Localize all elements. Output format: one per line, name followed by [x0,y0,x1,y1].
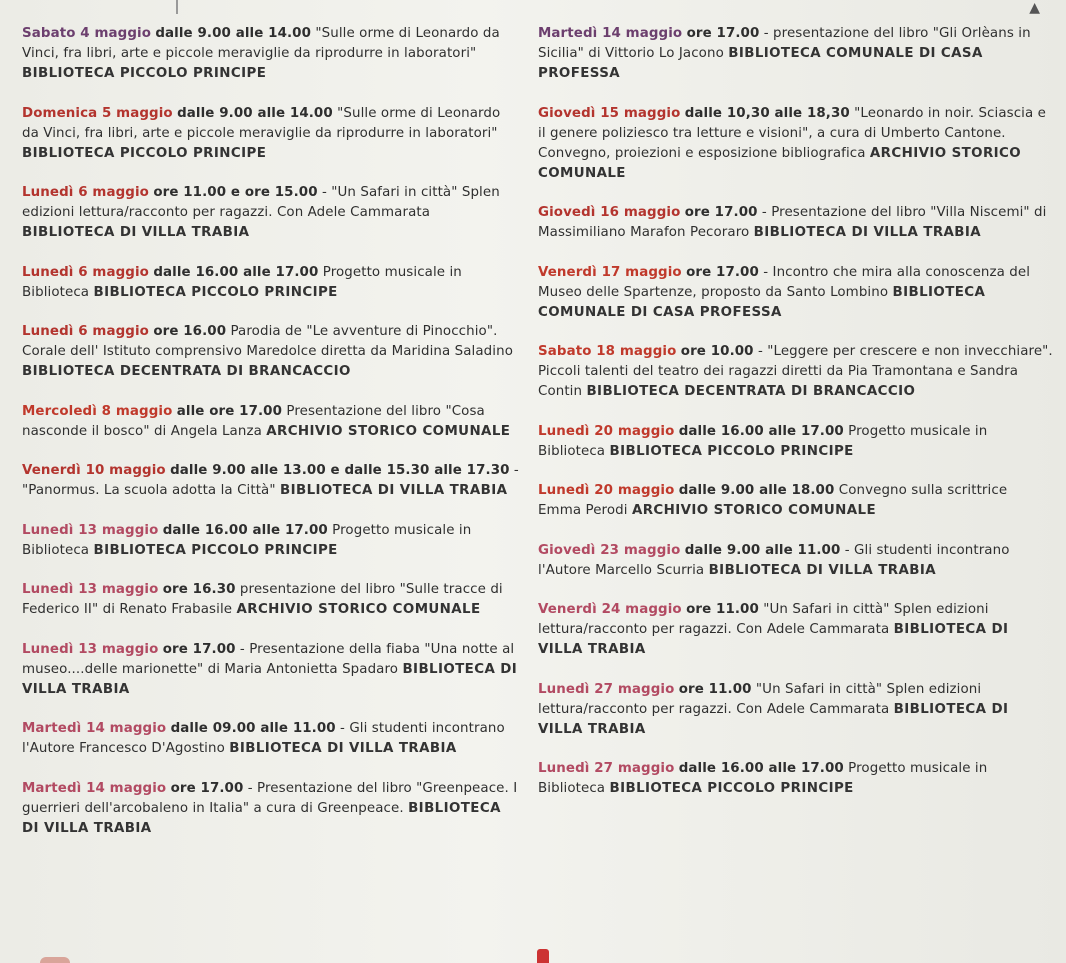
event-time: ore 10.00 [680,344,754,359]
event-entry [538,680,1053,740]
event-date: Sabato 4 maggio [22,26,151,41]
event-venue: ARCHIVIO STORICO COMUNALE [266,423,511,439]
top-fold-mark [176,0,178,14]
event-time: ore 17.00 [684,205,758,220]
event-entry [22,263,520,303]
event-venue: BIBLIOTECA PICCOLO PRINCIPE [93,284,338,300]
event-entry [22,521,520,561]
event-venue: BIBLIOTECA PICCOLO PRINCIPE [22,145,267,161]
event-entry [22,104,520,164]
event-time: dalle 9.00 alle 14.00 [177,105,333,121]
event-venue: ARCHIVIO STORICO COMUNALE [631,503,877,518]
event-time: ore 16.00 [153,324,227,339]
event-venue: BIBLIOTECA DI VILLA TRABIA [22,800,501,836]
event-description: Progetto musicale in Biblioteca [22,264,462,300]
event-date: Lunedì 27 maggio [538,761,675,776]
event-entry [538,24,1053,84]
event-entry [22,24,520,84]
event-description: Progetto musicale in Biblioteca [22,522,472,558]
event-date: Lunedì 6 maggio [22,185,149,200]
event-entry [538,422,1053,462]
event-time: dalle 9.00 alle 14.00 [155,26,312,41]
bottom-left-mark [40,957,70,963]
event-date: Lunedì 13 maggio [22,522,159,538]
event-venue: BIBLIOTECA DI VILLA TRABIA [229,741,457,756]
event-venue: BIBLIOTECA PICCOLO PRINCIPE [93,542,338,558]
event-entry [22,640,520,700]
event-description: Convegno sulla scrittrice Emma Perodi [538,483,1008,518]
event-entry [538,342,1053,402]
event-entry [538,203,1053,243]
event-description: "Sulle orme di Leonardo da Vinci, fra libri, arte e piccole meraviglie da riprodurre in laboratori" [22,105,501,141]
bottom-center-mark [537,949,549,963]
event-venue: BIBLIOTECA PICCOLO PRINCIPE [609,781,854,796]
event-time: dalle 10,30 alle 18,30 [684,105,850,121]
event-description: Progetto musicale in Biblioteca [538,761,988,796]
event-venue: BIBLIOTECA COMUNALE DI CASA PROFESSA [538,284,986,320]
event-date: Sabato 18 maggio [538,344,677,359]
right-column [538,24,1053,819]
arrow-up-icon: ▲ [1029,0,1040,16]
event-date: Martedì 14 maggio [22,780,167,796]
event-description: - Gli studenti incontrano l'Autore Francesco D'Agostino [22,721,505,756]
event-date: Domenica 5 maggio [22,105,173,121]
event-date: Mercoledì 8 maggio [22,403,173,419]
event-description: - Presentazione del libro "Greenpeace. I guerrieri dell'arcobaleno in Italia" a cura di Greenpeace. [22,780,518,816]
event-venue: BIBLIOTECA DI VILLA TRABIA [22,225,250,240]
event-date: Giovedì 16 maggio [538,205,681,220]
left-column [22,24,520,858]
event-entry [22,183,520,243]
event-description: "Un Safari in città" Splen edizioni lettura/racconto per ragazzi. Con Adele Cammarata [538,681,982,717]
event-venue: BIBLIOTECA DECENTRATA DI BRANCACCIO [586,384,916,399]
event-time: ore 11.00 [678,681,752,697]
event-venue: ARCHIVIO STORICO COMUNALE [538,145,1022,181]
event-venue: BIBLIOTECA PICCOLO PRINCIPE [22,66,267,81]
event-description: Presentazione del libro "Cosa nasconde il bosco" di Angela Lanza [22,403,485,439]
event-entry [538,263,1053,323]
event-time: dalle 16.00 alle 17.00 [678,761,844,776]
event-description: - Presentazione del libro "Villa Niscemi" di Massimiliano Marafon Pecoraro [538,205,1047,240]
event-time: ore 16.30 [162,582,236,597]
event-entry [22,461,520,501]
event-date: Lunedì 6 maggio [22,324,149,339]
event-date: Lunedì 20 maggio [538,483,675,498]
event-date: Lunedì 6 maggio [22,264,149,280]
event-description: presentazione del libro "Sulle tracce di Federico II" di Renato Frabasile [22,582,503,617]
event-venue: BIBLIOTECA DI VILLA TRABIA [753,225,982,240]
event-date: Lunedì 20 maggio [538,423,675,439]
event-entry [538,600,1053,660]
event-time: dalle 9.00 alle 11.00 [684,542,841,558]
event-description: - "Panormus. La scuola adotta la Città" [22,463,519,498]
event-entry [538,481,1053,521]
event-entry [538,104,1053,184]
event-description: "Sulle orme di Leonardo da Vinci, fra libri, arte e piccole meraviglie da riprodurre in laboratori" [22,26,500,61]
event-date: Giovedì 15 maggio [538,105,681,121]
event-venue: BIBLIOTECA COMUNALE DI CASA PROFESSA [538,46,983,81]
event-date: Lunedì 13 maggio [22,582,159,597]
event-entry [22,402,520,442]
event-time: dalle 16.00 alle 17.00 [162,522,328,538]
event-time: ore 17.00 [686,264,759,280]
event-venue: BIBLIOTECA DI VILLA TRABIA [708,562,936,578]
event-date: Venerdì 10 maggio [22,463,166,478]
event-entry [538,541,1053,581]
event-entry [22,779,520,839]
event-description: - Presentazione della fiaba "Una notte al museo....delle marionette" di Maria Antonietta Spadaro [22,641,515,677]
event-date: Lunedì 13 maggio [22,641,159,657]
event-time: ore 11.00 e ore 15.00 [153,185,318,200]
event-venue: BIBLIOTECA DI VILLA TRABIA [538,701,1009,737]
event-description: "Un Safari in città" Splen edizioni lettura/racconto per ragazzi. Con Adele Cammarata [538,602,989,637]
event-time: dalle 16.00 alle 17.00 [153,264,319,280]
event-date: Giovedì 23 maggio [538,542,681,558]
event-description: - "Un Safari in città" Splen edizioni lettura/racconto per ragazzi. Con Adele Cammarata [22,185,500,220]
event-date: Venerdì 17 maggio [538,264,682,280]
event-time: ore 17.00 [162,641,236,657]
event-time: dalle 09.00 alle 11.00 [170,721,336,736]
event-date: Venerdì 24 maggio [538,602,682,617]
event-time: dalle 9.00 alle 18.00 [678,483,835,498]
event-description: Progetto musicale in Biblioteca [538,423,988,459]
event-venue: ARCHIVIO STORICO COMUNALE [236,602,481,617]
event-time: ore 17.00 [686,26,760,41]
event-description: - presentazione del libro "Gli Orlèans in Sicilia" di Vittorio Lo Jacono [538,26,1031,61]
event-venue: BIBLIOTECA PICCOLO PRINCIPE [609,443,854,459]
event-entry [538,759,1053,799]
event-time: dalle 16.00 alle 17.00 [678,423,844,439]
event-time: ore 11.00 [686,602,759,617]
event-entry [22,580,520,620]
event-venue: BIBLIOTECA DI VILLA TRABIA [538,622,1009,657]
event-description: - "Leggere per crescere e non invecchiare". Piccoli talenti del teatro dei ragazzi diretti da Pia Tramontana e Sandra Contin [538,344,1053,399]
event-entry [22,322,520,382]
event-description: Parodia de "Le avventure di Pinocchio". Corale dell' Istituto comprensivo Maredolce diretta da Maridina Saladino [22,324,513,359]
event-time: dalle 9.00 alle 13.00 e dalle 15.30 alle 17.30 [170,463,510,478]
event-time: ore 17.00 [170,780,244,796]
event-description: - Gli studenti incontrano l'Autore Marcello Scurria [538,542,1010,578]
event-description: "Leonardo in noir. Sciascia e il genere poliziesco tra letture e visioni", a cura di Umberto Cantone. Convegno, proiezioni e esposizione bibliografica [538,105,1046,161]
event-date: Martedì 14 maggio [538,26,683,41]
event-venue: BIBLIOTECA DECENTRATA DI BRANCACCIO [22,364,351,379]
event-venue: BIBLIOTECA DI VILLA TRABIA [279,483,508,498]
event-date: Lunedì 27 maggio [538,681,675,697]
event-venue: BIBLIOTECA DI VILLA TRABIA [22,661,518,697]
event-date: Martedì 14 maggio [22,721,167,736]
event-entry [22,719,520,759]
event-time: alle ore 17.00 [176,403,283,419]
event-description: - Incontro che mira alla conoscenza del Museo delle Spartenze, proposto da Santo Lombino [538,264,1031,300]
